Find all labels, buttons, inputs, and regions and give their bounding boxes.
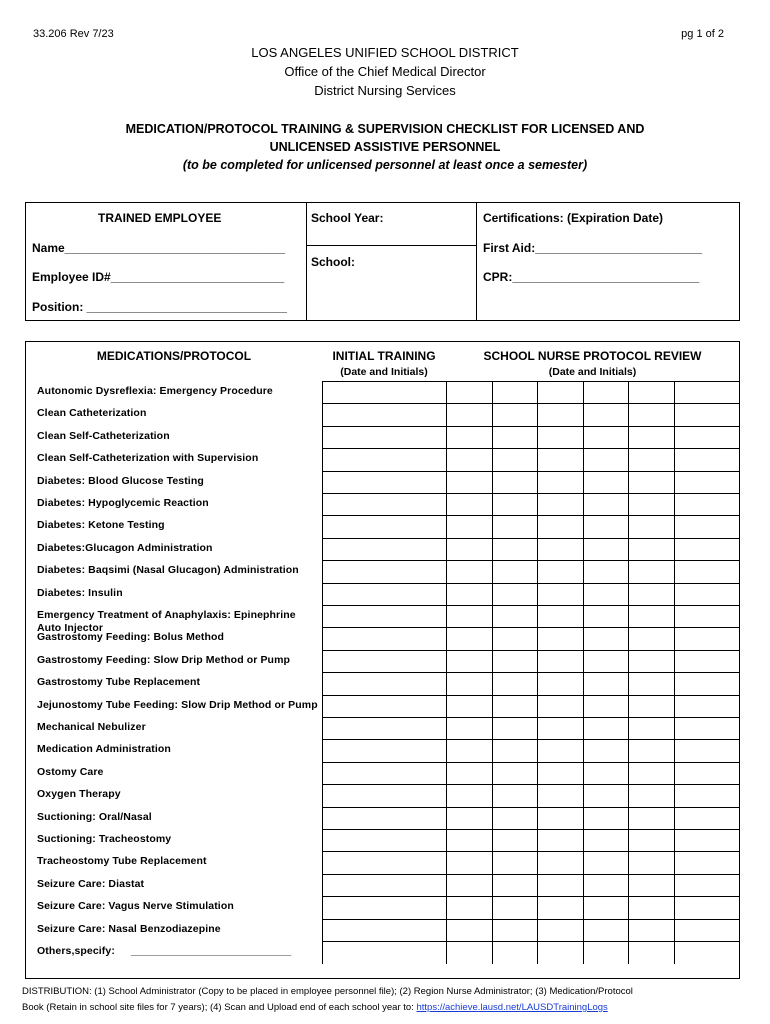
protocol-review-cell[interactable]	[537, 830, 583, 852]
protocol-review-cell[interactable]	[446, 472, 492, 494]
protocol-review-cell[interactable]	[583, 494, 628, 516]
table-row	[26, 627, 739, 649]
protocol-review-cell[interactable]	[446, 875, 492, 897]
protocol-review-cell[interactable]	[628, 673, 674, 695]
distribution-note	[22, 984, 747, 1016]
initial-training-cell[interactable]	[322, 472, 446, 494]
table-row	[26, 605, 739, 634]
protocol-review-cell[interactable]	[583, 875, 628, 897]
protocol-review-cell[interactable]	[446, 449, 492, 471]
protocol-review-cell[interactable]	[583, 404, 628, 426]
initial-training-cell[interactable]	[322, 561, 446, 583]
medication-name: Clean Catheterization	[37, 407, 147, 420]
table-row	[26, 919, 739, 941]
entry-cells	[322, 784, 739, 806]
medication-name: Diabetes: Ketone Testing	[37, 519, 165, 532]
protocol-review-cell[interactable]	[492, 494, 537, 516]
protocol-review-cell[interactable]	[537, 382, 583, 404]
protocol-review-cell[interactable]	[492, 382, 537, 404]
table-row	[26, 829, 739, 851]
protocol-review-cell[interactable]	[537, 494, 583, 516]
protocol-review-cell[interactable]	[537, 852, 583, 874]
initial-training-cell[interactable]	[322, 584, 446, 606]
protocol-review-cell[interactable]	[446, 942, 492, 964]
protocol-review-cell[interactable]	[537, 651, 583, 673]
initial-training-cell[interactable]	[322, 830, 446, 852]
entry-cells	[322, 695, 739, 717]
protocol-review-cell[interactable]	[628, 897, 674, 919]
protocol-review-cell[interactable]	[537, 584, 583, 606]
medication-name: Medication Administration	[37, 743, 171, 756]
protocol-review-cell[interactable]	[628, 763, 674, 785]
protocol-review-cell[interactable]	[674, 875, 739, 897]
initial-training-cell[interactable]	[322, 852, 446, 874]
protocol-review-cell[interactable]	[583, 472, 628, 494]
protocol-review-cell[interactable]	[446, 382, 492, 404]
entry-cells	[322, 493, 739, 515]
table-row	[26, 672, 739, 694]
table-row	[26, 381, 739, 403]
medication-name: Gastrostomy Tube Replacement	[37, 676, 201, 689]
protocol-review-cell[interactable]	[492, 516, 537, 538]
protocol-review-cell[interactable]	[446, 628, 492, 650]
protocol-review-cell[interactable]	[674, 785, 739, 807]
table-row	[26, 762, 739, 784]
protocol-review-cell[interactable]	[583, 449, 628, 471]
protocol-review-cell[interactable]	[628, 696, 674, 718]
medication-name: Autonomic Dysreflexia: Emergency Procedure	[37, 385, 273, 397]
medication-name: Seizure Care: Vagus Nerve Stimulation	[37, 900, 234, 913]
medications-column-header: MEDICATIONS/PROTOCOL	[96, 349, 252, 363]
protocol-review-cell[interactable]	[446, 830, 492, 852]
protocol-review-cell[interactable]	[492, 628, 537, 650]
protocol-review-cell[interactable]	[583, 427, 628, 449]
initial-training-cell[interactable]	[322, 785, 446, 807]
protocol-review-cell[interactable]	[537, 404, 583, 426]
protocol-review-cell[interactable]	[492, 561, 537, 583]
protocol-review-cell[interactable]	[628, 651, 674, 673]
initial-training-cell[interactable]	[322, 494, 446, 516]
protocol-review-cell[interactable]	[537, 427, 583, 449]
initial-training-cell[interactable]	[322, 628, 446, 650]
initial-training-cell[interactable]	[322, 718, 446, 740]
protocol-review-cell[interactable]	[492, 785, 537, 807]
protocol-review-cell[interactable]	[492, 718, 537, 740]
entry-cells	[322, 896, 739, 918]
entry-cells	[322, 426, 739, 448]
distribution-line-1: DISTRIBUTION: (1) School Administrator (Copy to be placed in employee personnel file); (2) Region Nurse Administrator; (3) Medication/Protocol	[22, 986, 633, 997]
initial-training-cell[interactable]	[322, 673, 446, 695]
protocol-review-cell[interactable]	[674, 561, 739, 583]
medication-name: Gastrostomy Feeding: Slow Drip Method or Pump	[37, 653, 291, 666]
protocol-review-cell[interactable]	[674, 763, 739, 785]
protocol-review-cell[interactable]	[628, 718, 674, 740]
table-row	[26, 471, 739, 493]
protocol-review-cell[interactable]	[492, 808, 537, 830]
table-row	[26, 650, 739, 672]
protocol-review-cell[interactable]	[628, 449, 674, 471]
protocol-review-cell[interactable]	[674, 427, 739, 449]
protocol-review-cell[interactable]	[446, 606, 492, 628]
entry-cells	[322, 717, 739, 739]
protocol-review-cell[interactable]	[583, 830, 628, 852]
entry-cells	[322, 403, 739, 425]
protocol-review-cell[interactable]	[583, 584, 628, 606]
protocol-review-cell[interactable]	[492, 651, 537, 673]
protocol-review-cell[interactable]	[674, 382, 739, 404]
protocol-review-cell[interactable]	[446, 404, 492, 426]
protocol-review-cell[interactable]	[628, 740, 674, 762]
medication-name: Clean Self-Catheterization with Supervision	[37, 452, 259, 465]
entry-cells	[322, 627, 739, 649]
protocol-review-cell[interactable]	[492, 740, 537, 762]
protocol-review-cell[interactable]	[537, 673, 583, 695]
table-row	[26, 538, 739, 560]
entry-cells	[322, 739, 739, 761]
employee-position-field[interactable]: Position: ______________________________	[32, 300, 287, 314]
initial-training-cell[interactable]	[322, 382, 446, 404]
medication-name: Ostomy Care	[37, 765, 104, 778]
initial-training-cell[interactable]	[322, 404, 446, 426]
protocol-review-cell[interactable]	[674, 494, 739, 516]
protocol-review-cell[interactable]	[674, 830, 739, 852]
protocol-review-cell[interactable]	[537, 875, 583, 897]
protocol-review-cell[interactable]	[583, 696, 628, 718]
protocol-review-cell[interactable]	[628, 472, 674, 494]
medication-name: Suctioning: Oral/Nasal	[37, 810, 152, 823]
school-field[interactable]: School:	[311, 255, 355, 269]
protocol-review-cell[interactable]	[446, 763, 492, 785]
protocol-review-cell[interactable]	[628, 584, 674, 606]
protocol-review-cell[interactable]	[674, 942, 739, 964]
other-row	[26, 941, 739, 963]
protocol-review-cell[interactable]	[674, 584, 739, 606]
protocol-review-cell[interactable]	[446, 516, 492, 538]
medication-name: Jejunostomy Tube Feeding: Slow Drip Method or Pump	[37, 698, 318, 711]
title-line-2: UNLICENSED ASSISTIVE PERSONNEL	[269, 140, 501, 154]
employee-id-field[interactable]: Employee ID#__________________________	[32, 270, 285, 284]
protocol-review-cell[interactable]	[446, 808, 492, 830]
protocol-review-cell[interactable]	[583, 651, 628, 673]
initial-training-cell[interactable]	[322, 449, 446, 471]
protocol-review-cell[interactable]	[628, 494, 674, 516]
entry-cells	[322, 650, 739, 672]
medication-name: Emergency Treatment of Anaphylaxis: Epinephrine Auto Injector	[37, 609, 296, 634]
medication-name: Mechanical Nebulizer	[37, 721, 146, 733]
initial-training-cell[interactable]	[322, 651, 446, 673]
entry-cells	[322, 583, 739, 605]
entry-cells	[322, 515, 739, 537]
protocol-review-cell[interactable]	[492, 830, 537, 852]
medication-name: Diabetes: Blood Glucose Testing	[37, 474, 204, 487]
protocol-review-cell[interactable]	[492, 539, 537, 561]
other-specify-label	[37, 945, 322, 958]
protocol-review-cell[interactable]	[583, 920, 628, 942]
protocol-review-cell[interactable]	[583, 382, 628, 404]
medication-name: Oxygen Therapy	[37, 788, 121, 801]
initial-training-cell[interactable]	[322, 763, 446, 785]
table-row	[26, 515, 739, 537]
medication-name: Gastrostomy Feeding: Bolus Method	[37, 631, 225, 644]
initial-training-cell[interactable]	[322, 516, 446, 538]
protocol-review-cell[interactable]	[537, 897, 583, 919]
entry-cells	[322, 829, 739, 851]
protocol-review-cell[interactable]	[446, 584, 492, 606]
protocol-review-cell[interactable]	[492, 673, 537, 695]
office-name: Office of the Chief Medical Director	[284, 64, 486, 79]
initial-training-cell[interactable]	[322, 539, 446, 561]
medication-name: Tracheostomy Tube Replacement	[37, 855, 207, 868]
protocol-review-cell[interactable]	[492, 427, 537, 449]
initial-training-cell[interactable]	[322, 920, 446, 942]
trained-employee-heading: TRAINED EMPLOYEE	[98, 211, 222, 225]
protocol-review-cell[interactable]	[628, 875, 674, 897]
protocol-review-cell[interactable]	[446, 539, 492, 561]
protocol-review-cell[interactable]	[674, 539, 739, 561]
protocol-review-cell[interactable]	[537, 561, 583, 583]
initial-training-cell[interactable]	[322, 740, 446, 762]
protocol-review-cell[interactable]	[492, 763, 537, 785]
protocol-review-cell[interactable]	[492, 920, 537, 942]
protocol-review-cell[interactable]	[674, 718, 739, 740]
table-row	[26, 739, 739, 761]
protocol-review-cell[interactable]	[446, 852, 492, 874]
employee-box-divider	[476, 203, 477, 320]
entry-cells	[322, 851, 739, 873]
protocol-review-cell[interactable]	[446, 427, 492, 449]
certifications-heading: Certifications: (Expiration Date)	[483, 211, 664, 225]
entry-cells	[322, 560, 739, 582]
table-row	[26, 896, 739, 918]
protocol-review-column-header: SCHOOL NURSE PROTOCOL REVIEW (Date and Initials)	[483, 349, 702, 378]
table-row	[26, 695, 739, 717]
school-year-field[interactable]: School Year:	[311, 211, 384, 225]
protocol-review-cell[interactable]	[583, 628, 628, 650]
protocol-review-cell[interactable]	[628, 628, 674, 650]
protocol-review-cell[interactable]	[583, 942, 628, 964]
table-row	[26, 426, 739, 448]
entry-cells	[322, 807, 739, 829]
initial-training-cell[interactable]	[322, 427, 446, 449]
page-number: pg 1 of 2	[681, 28, 724, 40]
initial-training-cell[interactable]	[322, 875, 446, 897]
protocol-review-cell[interactable]	[537, 516, 583, 538]
medication-name: Clean Self-Catheterization	[37, 429, 170, 442]
protocol-review-cell[interactable]	[537, 606, 583, 628]
protocol-review-cell[interactable]	[674, 606, 739, 628]
protocol-review-cell[interactable]	[674, 651, 739, 673]
entry-cells	[322, 941, 739, 963]
protocol-review-cell[interactable]	[674, 449, 739, 471]
protocol-review-cell[interactable]	[583, 539, 628, 561]
protocol-review-cell[interactable]	[628, 830, 674, 852]
protocol-review-cell[interactable]	[583, 740, 628, 762]
protocol-review-cell[interactable]	[492, 472, 537, 494]
form-title	[0, 120, 770, 174]
protocol-review-cell[interactable]	[492, 897, 537, 919]
medication-name: Diabetes: Insulin	[37, 586, 123, 599]
protocol-review-cell[interactable]	[492, 875, 537, 897]
medication-name: Seizure Care: Nasal Benzodiazepine	[37, 922, 221, 935]
protocol-review-cell[interactable]	[537, 696, 583, 718]
protocol-review-cell[interactable]	[492, 852, 537, 874]
initial-training-cell[interactable]	[322, 942, 446, 964]
division-name: District Nursing Services	[314, 83, 456, 98]
entry-cells	[322, 448, 739, 470]
protocol-review-cell[interactable]	[674, 920, 739, 942]
table-row	[26, 560, 739, 582]
entry-cells	[322, 381, 739, 403]
protocol-review-cell[interactable]	[583, 852, 628, 874]
protocol-review-cell[interactable]	[628, 852, 674, 874]
entry-cells	[322, 672, 739, 694]
employee-name-field[interactable]: Name_________________________________	[32, 241, 285, 255]
protocol-review-cell[interactable]	[537, 920, 583, 942]
protocol-review-cell[interactable]	[446, 673, 492, 695]
title-subtitle: (to be completed for unlicensed personnel at least once a semester)	[182, 158, 588, 172]
protocol-review-cell[interactable]	[537, 449, 583, 471]
medication-name: Suctioning: Tracheostomy	[37, 833, 172, 845]
entry-cells	[322, 538, 739, 560]
table-row	[26, 851, 739, 873]
protocol-review-cell[interactable]	[446, 494, 492, 516]
protocol-review-cell[interactable]	[537, 808, 583, 830]
protocol-review-cell[interactable]	[628, 942, 674, 964]
protocol-review-cell[interactable]	[446, 897, 492, 919]
protocol-review-cell[interactable]	[628, 539, 674, 561]
protocol-review-cell[interactable]	[583, 673, 628, 695]
other-specify-field[interactable]: ___________________________	[131, 945, 292, 957]
initial-training-cell[interactable]	[322, 696, 446, 718]
protocol-review-cell[interactable]	[492, 942, 537, 964]
protocol-review-cell[interactable]	[583, 763, 628, 785]
protocol-review-cell[interactable]	[674, 808, 739, 830]
protocol-review-cell[interactable]	[537, 785, 583, 807]
table-row	[26, 874, 739, 896]
initial-training-cell[interactable]	[322, 808, 446, 830]
protocol-review-cell[interactable]	[674, 897, 739, 919]
protocol-review-cell[interactable]	[537, 539, 583, 561]
initial-training-column-header: INITIAL TRAINING (Date and Initials)	[332, 349, 436, 378]
employee-box-divider	[306, 203, 307, 320]
protocol-review-cell[interactable]	[492, 606, 537, 628]
document-header	[0, 43, 770, 100]
protocol-review-cell[interactable]	[674, 673, 739, 695]
initial-training-cell[interactable]	[322, 606, 446, 628]
other-label: Others,specify:	[37, 945, 115, 957]
distribution-line-2: Book (Retain in school site files for 7 years); (4) Scan and Upload end of each school year to: https://achieve.lausd.net/LAUSDTrainingLogs	[22, 1002, 608, 1013]
protocol-review-cell[interactable]	[583, 808, 628, 830]
medication-table	[25, 341, 740, 979]
protocol-review-cell[interactable]	[537, 740, 583, 762]
protocol-review-cell[interactable]	[492, 404, 537, 426]
protocol-review-cell[interactable]	[537, 763, 583, 785]
protocol-review-cell[interactable]	[446, 561, 492, 583]
cpr-field[interactable]: CPR:____________________________	[483, 270, 700, 284]
protocol-review-cell[interactable]	[537, 718, 583, 740]
protocol-review-cell[interactable]	[628, 404, 674, 426]
medication-name: Diabetes: Hypoglycemic Reaction	[37, 497, 209, 509]
protocol-review-cell[interactable]	[537, 472, 583, 494]
title-line-1: MEDICATION/PROTOCOL TRAINING & SUPERVISION CHECKLIST FOR LICENSED AND	[125, 122, 645, 136]
protocol-review-cell[interactable]	[628, 561, 674, 583]
protocol-review-cell[interactable]	[446, 740, 492, 762]
protocol-review-cell[interactable]	[446, 785, 492, 807]
form-number: 33.206 Rev 7/23	[33, 28, 114, 40]
protocol-review-cell[interactable]	[628, 808, 674, 830]
table-row	[26, 403, 739, 425]
protocol-review-cell[interactable]	[674, 516, 739, 538]
table-row	[26, 583, 739, 605]
table-row	[26, 807, 739, 829]
protocol-review-cell[interactable]	[446, 651, 492, 673]
table-row	[26, 717, 739, 739]
entry-cells	[322, 874, 739, 896]
protocol-review-cell[interactable]	[583, 897, 628, 919]
employee-info-box	[25, 202, 740, 321]
entry-cells	[322, 919, 739, 941]
protocol-review-cell[interactable]	[674, 852, 739, 874]
protocol-review-cell[interactable]	[492, 449, 537, 471]
table-row	[26, 784, 739, 806]
protocol-review-cell[interactable]	[628, 785, 674, 807]
protocol-review-cell[interactable]	[674, 472, 739, 494]
protocol-review-cell[interactable]	[492, 584, 537, 606]
table-row	[26, 448, 739, 470]
protocol-review-cell[interactable]	[446, 696, 492, 718]
initial-training-cell[interactable]	[322, 897, 446, 919]
district-name: LOS ANGELES UNIFIED SCHOOL DISTRICT	[251, 45, 519, 60]
protocol-review-cell[interactable]	[537, 628, 583, 650]
medication-name: Diabetes: Baqsimi (Nasal Glucagon) Administration	[37, 564, 299, 577]
protocol-review-cell[interactable]	[674, 404, 739, 426]
protocol-review-cell[interactable]	[446, 920, 492, 942]
table-row	[26, 493, 739, 515]
protocol-review-cell[interactable]	[583, 718, 628, 740]
first-aid-field[interactable]: First Aid:_________________________	[483, 241, 703, 255]
protocol-review-cell[interactable]	[674, 740, 739, 762]
protocol-review-cell[interactable]	[446, 718, 492, 740]
protocol-review-cell[interactable]	[628, 427, 674, 449]
protocol-review-cell[interactable]	[583, 785, 628, 807]
protocol-review-cell[interactable]	[537, 942, 583, 964]
protocol-review-cell[interactable]	[583, 516, 628, 538]
medication-name: Seizure Care: Diastat	[37, 877, 145, 890]
protocol-review-cell[interactable]	[628, 606, 674, 628]
protocol-review-cell[interactable]	[628, 382, 674, 404]
protocol-review-cell[interactable]	[628, 920, 674, 942]
school-divider	[306, 245, 476, 246]
entry-cells	[322, 471, 739, 493]
training-logs-link[interactable]: https://achieve.lausd.net/LAUSDTrainingLogs	[416, 1002, 608, 1013]
entry-cells	[322, 605, 739, 627]
protocol-review-cell[interactable]	[674, 696, 739, 718]
protocol-review-cell[interactable]	[674, 628, 739, 650]
entry-cells	[322, 762, 739, 784]
protocol-review-cell[interactable]	[492, 696, 537, 718]
medication-name: Diabetes:Glucagon Administration	[37, 541, 213, 554]
protocol-review-cell[interactable]	[583, 561, 628, 583]
protocol-review-cell[interactable]	[583, 606, 628, 628]
protocol-review-cell[interactable]	[628, 516, 674, 538]
